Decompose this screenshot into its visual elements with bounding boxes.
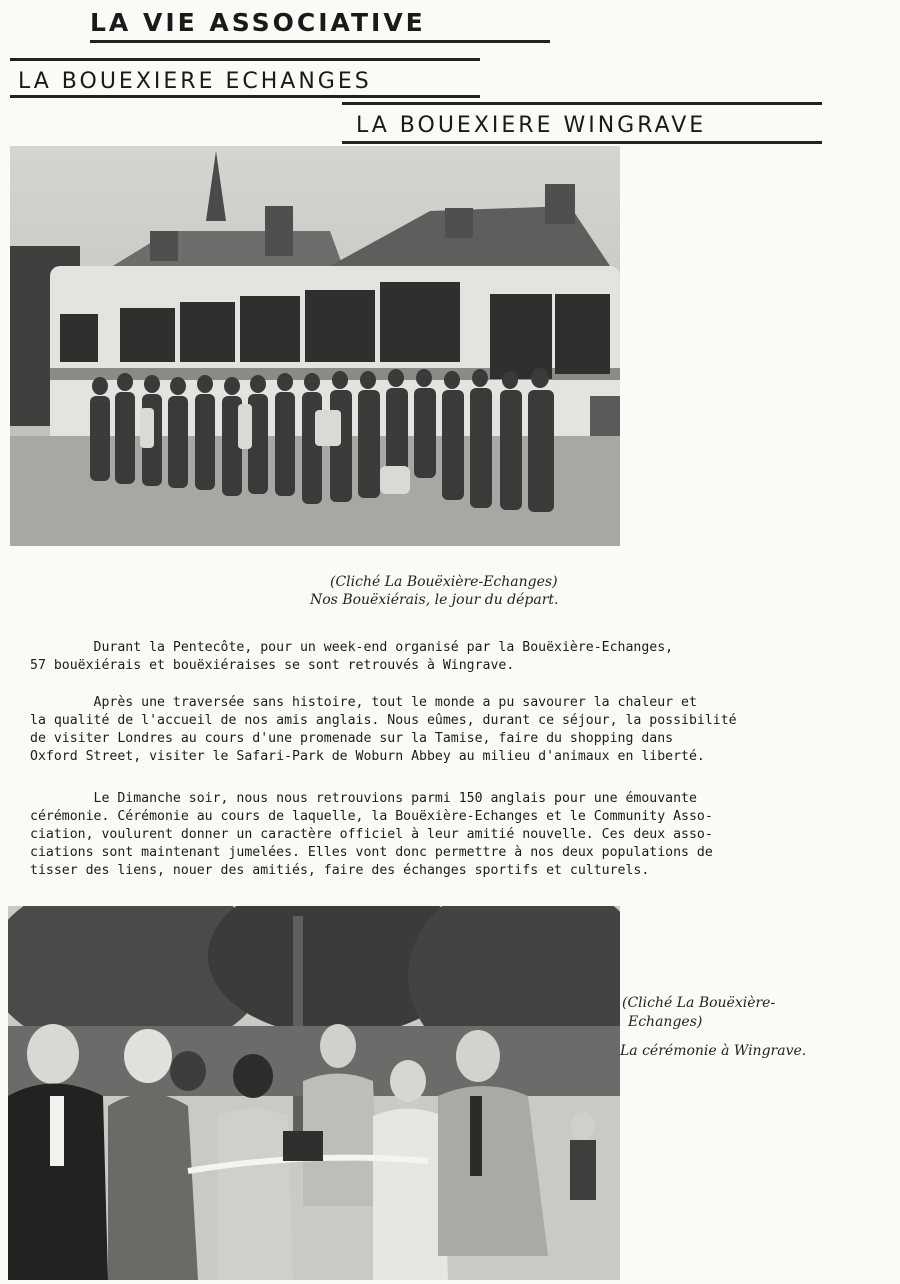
photo-ceremony xyxy=(8,906,620,1280)
photo-caption: Nos Bouëxiérais, le jour du départ. xyxy=(310,592,559,608)
photo-credit: (Cliché La Bouëxière-Echanges) xyxy=(330,574,558,590)
photo-bus-group xyxy=(10,146,620,546)
photo2-caption: La cérémonie à Wingrave. xyxy=(620,1043,807,1059)
photo2-credit-cont: Echanges) xyxy=(628,1014,703,1030)
photo2-credit: (Cliché La Bouëxière- xyxy=(622,995,776,1011)
paragraph-2: Après une traversée sans histoire, tout le monde a pu savourer la chaleur et la qualité de l'accueil de nos amis anglais. Nous eûmes, durant ce séjour, la possibilité de visiter Londres au cours d'une promenade sur la Tamise, faire du shopping dans Oxford Street, visiter le Safari-Park de Woburn Abbey au milieu d'animaux en liberté. xyxy=(30,695,737,764)
paragraph-1: Durant la Pentecôte, pour un week-end organisé par la Bouëxière-Echanges, 57 bouëxiérais et bouëxiéraises se sont retrouvés à Wingrave. xyxy=(30,640,674,673)
paragraph-3: Le Dimanche soir, nous nous retrouvions parmi 150 anglais pour une émouvante cérémonie. Cérémonie au cours de laquelle, la Bouëxière-Echanges et le Community Asso- ciation, voulurent donner un caractère officiel à leur amitié nouvelle. Ces deux asso- ciations sont maintenant jumelées. Elles vont donc permettre à nos deux populations de tisser des liens, nouer des amitiés, faire des échanges sportifs et culturels. xyxy=(30,791,713,878)
twinning-title: LA BOUEXIERE WINGRAVE xyxy=(342,102,822,144)
association-title: LA BOUEXIERE ECHANGES xyxy=(10,58,480,98)
section-title: LA VIE ASSOCIATIVE xyxy=(90,6,550,43)
